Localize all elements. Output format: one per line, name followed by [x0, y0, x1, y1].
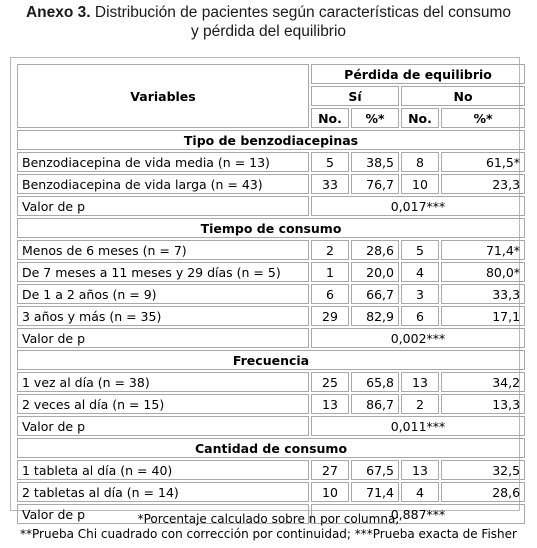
footnote-2: **Prueba Chi cuadrado con corrección por continuidad; ***Prueba exacta de Fisher	[20, 527, 517, 541]
no-percent: 34,2	[441, 372, 525, 392]
no-n-header: No.	[401, 108, 439, 128]
section-title-row	[17, 350, 525, 370]
section-title: Tiempo de consumo	[17, 218, 525, 238]
table-row	[17, 306, 525, 326]
caption-line-1	[0, 3, 537, 22]
row-label: Benzodiacepina de vida media (n = 13)	[17, 152, 309, 172]
table-caption	[0, 3, 537, 41]
si-count: 29	[311, 306, 349, 326]
si-count: 13	[311, 394, 349, 414]
p-value-label: Valor de p	[17, 504, 309, 524]
section-title-row	[17, 130, 525, 150]
si-percent: 76,7	[351, 174, 399, 194]
si-count: 2	[311, 240, 349, 260]
no-percent: 71,4*	[441, 240, 525, 260]
row-label: De 1 a 2 años (n = 9)	[17, 284, 309, 304]
table-row	[17, 460, 525, 480]
table-footnotes	[0, 512, 537, 542]
table-row	[17, 262, 525, 282]
row-label: 3 años y más (n = 35)	[17, 306, 309, 326]
caption-title-1: Distribución de pacientes según características del consumo	[94, 4, 512, 21]
si-percent: 20,0	[351, 262, 399, 282]
no-percent: 23,3	[441, 174, 525, 194]
table-row	[17, 284, 525, 304]
section-title: Tipo de benzodiacepinas	[17, 130, 525, 150]
p-value: 0,011***	[311, 416, 525, 436]
p-value: 0,887***	[311, 504, 525, 524]
row-label: 2 veces al día (n = 15)	[17, 394, 309, 414]
row-label: 2 tabletas al día (n = 14)	[17, 482, 309, 502]
si-count: 27	[311, 460, 349, 480]
header-row-1	[17, 64, 525, 84]
no-percent: 17,1	[441, 306, 525, 326]
si-count: 33	[311, 174, 349, 194]
no-count: 2	[401, 394, 439, 414]
p-value-label: Valor de p	[17, 328, 309, 348]
si-count: 1	[311, 262, 349, 282]
section-title: Frecuencia	[17, 350, 525, 370]
no-count: 4	[401, 482, 439, 502]
no-percent: 33,3	[441, 284, 525, 304]
si-count: 10	[311, 482, 349, 502]
no-percent: 61,5*	[441, 152, 525, 172]
row-label: Menos de 6 meses (n = 7)	[17, 240, 309, 260]
table-row	[17, 394, 525, 414]
no-percent: 80,0*	[441, 262, 525, 282]
p-value-row	[17, 416, 525, 436]
caption-title-2: y pérdida del equilibrio	[190, 23, 347, 40]
table-row	[17, 482, 525, 502]
row-label: Benzodiacepina de vida larga (n = 43)	[17, 174, 309, 194]
no-count: 10	[401, 174, 439, 194]
no-percent: 13,3	[441, 394, 525, 414]
no-count: 6	[401, 306, 439, 326]
p-value-label: Valor de p	[17, 196, 309, 216]
si-percent: 71,4	[351, 482, 399, 502]
no-percent: 32,5	[441, 460, 525, 480]
si-percent: 66,7	[351, 284, 399, 304]
table-row	[17, 174, 525, 194]
no-count: 5	[401, 240, 439, 260]
si-percent: 67,5	[351, 460, 399, 480]
table-row	[17, 240, 525, 260]
si-count: 6	[311, 284, 349, 304]
si-percent: 82,9	[351, 306, 399, 326]
variables-header: Variables	[17, 64, 309, 128]
p-value: 0,017***	[311, 196, 525, 216]
no-pct-header: %*	[441, 108, 525, 128]
no-percent: 28,6	[441, 482, 525, 502]
group-header: Pérdida de equilibrio	[311, 64, 525, 84]
table-body	[17, 64, 525, 524]
yes-header: Sí	[311, 86, 399, 106]
yes-pct-header: %*	[351, 108, 399, 128]
si-count: 5	[311, 152, 349, 172]
p-value-label: Valor de p	[17, 416, 309, 436]
no-count: 4	[401, 262, 439, 282]
si-percent: 65,8	[351, 372, 399, 392]
si-percent: 38,5	[351, 152, 399, 172]
table-row	[17, 372, 525, 392]
si-percent: 28,6	[351, 240, 399, 260]
no-count: 3	[401, 284, 439, 304]
row-label: 1 vez al día (n = 38)	[17, 372, 309, 392]
section-title: Cantidad de consumo	[17, 438, 525, 458]
no-header: No	[401, 86, 525, 106]
si-count: 25	[311, 372, 349, 392]
data-table	[15, 62, 527, 526]
no-count: 13	[401, 460, 439, 480]
table-row	[17, 152, 525, 172]
si-percent: 86,7	[351, 394, 399, 414]
footnote-1: *Porcentaje calculado sobre n por columna;	[137, 512, 400, 526]
row-label: 1 tableta al día (n = 40)	[17, 460, 309, 480]
no-count: 8	[401, 152, 439, 172]
section-title-row	[17, 438, 525, 458]
no-count: 13	[401, 372, 439, 392]
p-value-row	[17, 196, 525, 216]
section-title-row	[17, 218, 525, 238]
yes-n-header: No.	[311, 108, 349, 128]
caption-label: Anexo 3.	[25, 4, 91, 21]
p-value: 0,002***	[311, 328, 525, 348]
p-value-row	[17, 328, 525, 348]
row-label: De 7 meses a 11 meses y 29 días (n = 5)	[17, 262, 309, 282]
